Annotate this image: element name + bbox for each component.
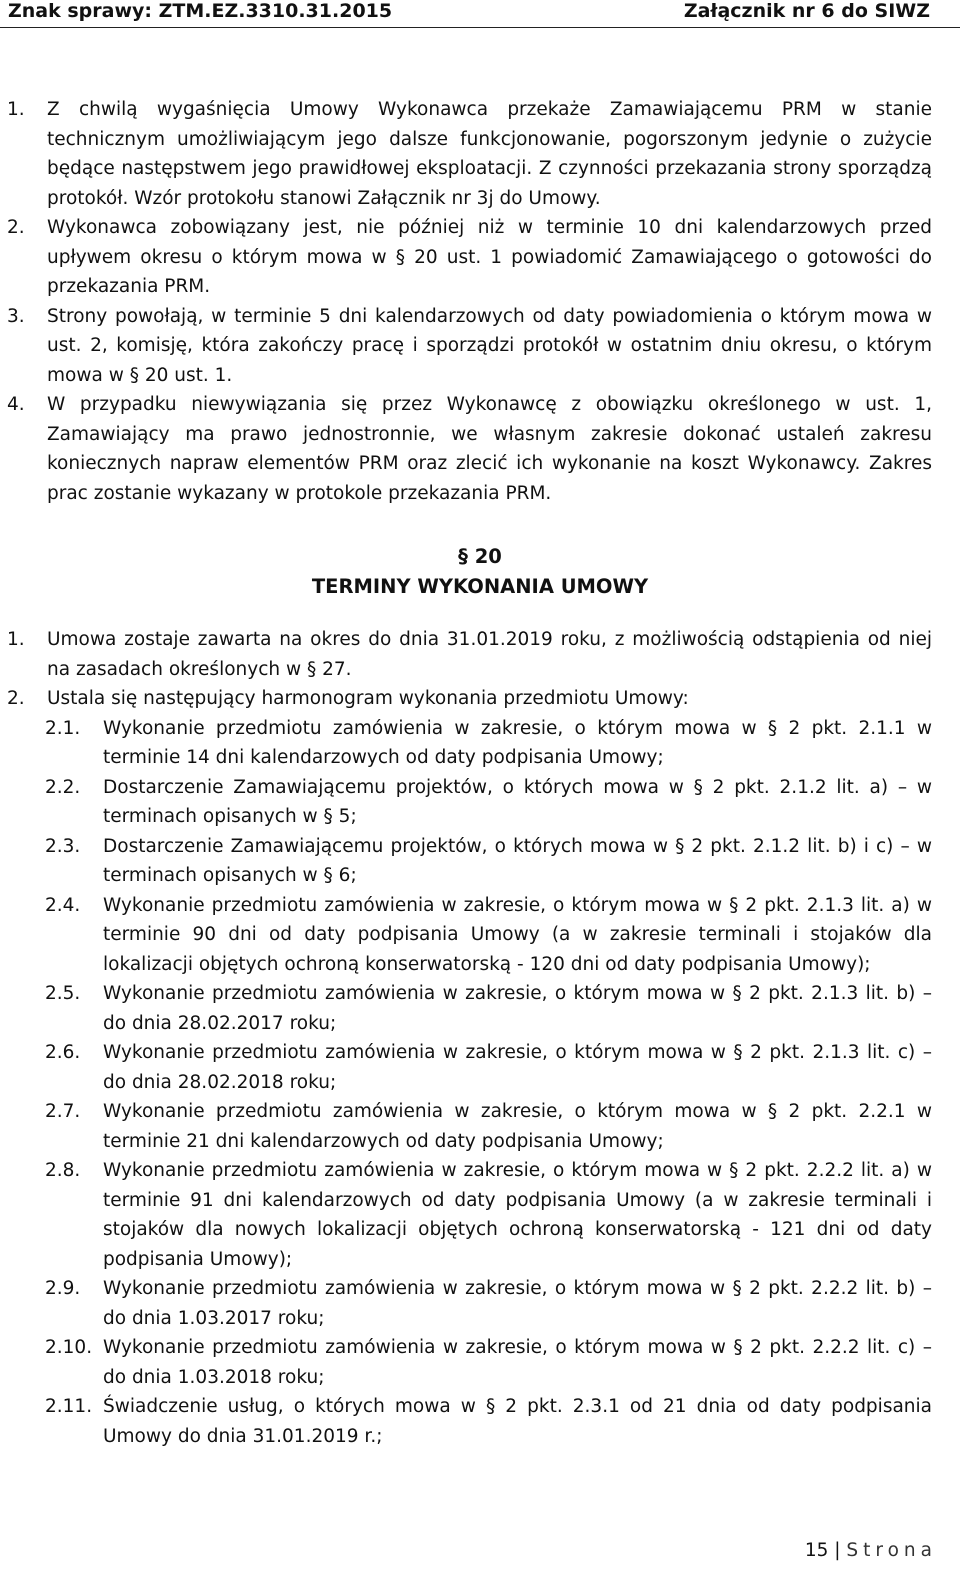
schedule-number: 2.11. <box>45 1396 93 1417</box>
attachment-label: Załącznik nr 6 do SIWZ <box>683 0 930 22</box>
case-reference: Znak sprawy: ZTM.EZ.3310.31.2015 <box>8 0 393 22</box>
page-footer <box>805 1540 937 1561</box>
item-text: W przypadku niewywiązania się przez Wykonawcę z obowiązku określonego w ust. 1, Zamawiający ma prawo jednostronnie, we własnym zakresie dokonać ustaleń zakresu koniecznych napraw elementów PRM oraz zlecić ich wykonanie na koszt Wykonawcy. Zakres prac zostanie wykazany w protokole przekazania PRM. <box>47 394 932 504</box>
section-a-list <box>0 95 960 508</box>
section-heading <box>0 542 960 601</box>
header-divider <box>0 27 960 28</box>
item-text: Wykonawca zobowiązany jest, nie później niż w terminie 10 dni kalendarzowych przed upływem okresu o którym mowa w § 20 ust. 1 powiadomić Zamawiającego o gotowości do przekazania PRM. <box>47 217 932 297</box>
schedule-number: 2.4. <box>45 894 81 916</box>
schedule-item <box>0 1038 960 1097</box>
schedule-text: Świadczenie usług, o których mowa w § 2 pkt. 2.3.1 od 21 dnia od daty podpisania Umowy do dnia 31.01.2019 r.; <box>103 1396 932 1447</box>
item-number: 3. <box>7 305 25 327</box>
schedule-text: Dostarczenie Zamawiającemu projektów, o których mowa w § 2 pkt. 2.1.2 lit. b) i c) – w terminach opisanych w § 6; <box>103 835 932 886</box>
document-body <box>0 95 960 1451</box>
schedule-item <box>0 1156 960 1274</box>
list-item <box>0 213 960 302</box>
schedule-item <box>0 773 960 832</box>
schedule-item <box>0 832 960 891</box>
schedule-item <box>0 1333 960 1392</box>
footer-separator: | <box>834 1540 841 1561</box>
schedule-item <box>0 1392 960 1451</box>
paragraph-number: § 20 <box>458 545 502 568</box>
schedule-number: 2.2. <box>45 776 81 798</box>
schedule-item <box>0 891 960 980</box>
schedule-number: 2.1. <box>45 717 81 739</box>
schedule-text: Wykonanie przedmiotu zamówienia w zakresie, o którym mowa w § 2 pkt. 2.2.2 lit. c) – do dnia 1.03.2018 roku; <box>103 1337 932 1388</box>
schedule-number: 2.3. <box>45 835 81 857</box>
item-text: Umowa zostaje zawarta na okres do dnia 31.01.2019 roku, z możliwością odstąpienia od niej na zasadach określonych w § 27. <box>47 629 932 680</box>
list-item <box>0 95 960 213</box>
schedule-text: Wykonanie przedmiotu zamówienia w zakresie, o którym mowa w § 2 pkt. 2.1.3 lit. a) w terminie 90 dni od daty podpisania Umowy (a w zakresie terminali i stojaków dla lokalizacji objętych ochroną konserwatorską - 120 dni od daty podpisania Umowy); <box>103 894 932 975</box>
schedule-number: 2.5. <box>45 983 81 1004</box>
schedule-item <box>0 1097 960 1156</box>
item-number: 2. <box>7 217 25 238</box>
schedule-number: 2.8. <box>45 1160 81 1181</box>
list-item <box>0 302 960 391</box>
list-item <box>0 390 960 508</box>
item-number: 1. <box>7 629 25 650</box>
schedule-number: 2.7. <box>45 1101 81 1122</box>
section-title: TERMINY WYKONANIA UMOWY <box>311 574 649 598</box>
schedule-item <box>0 714 960 773</box>
item-text: Ustala się następujący harmonogram wykonania przedmiotu Umowy: <box>47 688 689 709</box>
page-number: 15 <box>804 1540 829 1561</box>
list-item <box>0 684 960 714</box>
document-header <box>0 0 960 24</box>
item-text: Z chwilą wygaśnięcia Umowy Wykonawca przekaże Zamawiającemu PRM w stanie technicznym umożliwiającym jego dalsze funkcjonowanie, pogorszonym jedynie o zużycie będące następstwem jego prawidłowej eksploatacji. Z czynności przekazania strony sporządzą protokół. Wzór protokołu stanowi Załącznik nr 3j do Umowy. <box>47 99 932 209</box>
section-b-list <box>0 625 960 714</box>
schedule-list <box>0 714 960 1452</box>
page-word: Strona <box>846 1540 937 1561</box>
item-text: Strony powołają, w terminie 5 dni kalendarzowych od daty powiadomienia o którym mowa w ust. 2, komisję, która zakończy pracę i sporządzi protokół w ostatnim dniu okresu, o którym mowa w § 20 ust. 1. <box>47 305 932 386</box>
schedule-text: Wykonanie przedmiotu zamówienia w zakresie, o którym mowa w § 2 pkt. 2.2.1 w terminie 21 dni kalendarzowych od daty podpisania Umowy; <box>103 1101 932 1152</box>
schedule-number: 2.6. <box>45 1042 81 1063</box>
schedule-number: 2.9. <box>45 1278 81 1299</box>
schedule-number: 2.10. <box>45 1337 93 1358</box>
item-number: 1. <box>7 99 25 120</box>
schedule-text: Wykonanie przedmiotu zamówienia w zakresie, o którym mowa w § 2 pkt. 2.2.2 lit. b) – do dnia 1.03.2017 roku; <box>103 1278 932 1329</box>
schedule-text: Wykonanie przedmiotu zamówienia w zakresie, o którym mowa w § 2 pkt. 2.2.2 lit. a) w terminie 91 dni kalendarzowych od daty podpisania Umowy (a w zakresie terminali i stojaków dla nowych lokalizacji objętych ochroną konserwatorską - 121 dni od daty podpisania Umowy); <box>103 1160 932 1270</box>
schedule-text: Wykonanie przedmiotu zamówienia w zakresie, o którym mowa w § 2 pkt. 2.1.1 w terminie 14 dni kalendarzowych od daty podpisania Umowy; <box>103 717 932 768</box>
schedule-item <box>0 1274 960 1333</box>
item-number: 4. <box>7 394 25 415</box>
schedule-text: Dostarczenie Zamawiającemu projektów, o których mowa w § 2 pkt. 2.1.2 lit. a) – w terminach opisanych w § 5; <box>103 776 932 827</box>
item-number: 2. <box>7 688 25 709</box>
list-item <box>0 625 960 684</box>
schedule-item <box>0 979 960 1038</box>
schedule-text: Wykonanie przedmiotu zamówienia w zakresie, o którym mowa w § 2 pkt. 2.1.3 lit. b) – do dnia 28.02.2017 roku; <box>103 983 932 1034</box>
schedule-text: Wykonanie przedmiotu zamówienia w zakresie, o którym mowa w § 2 pkt. 2.1.3 lit. c) – do dnia 28.02.2018 roku; <box>103 1042 932 1093</box>
